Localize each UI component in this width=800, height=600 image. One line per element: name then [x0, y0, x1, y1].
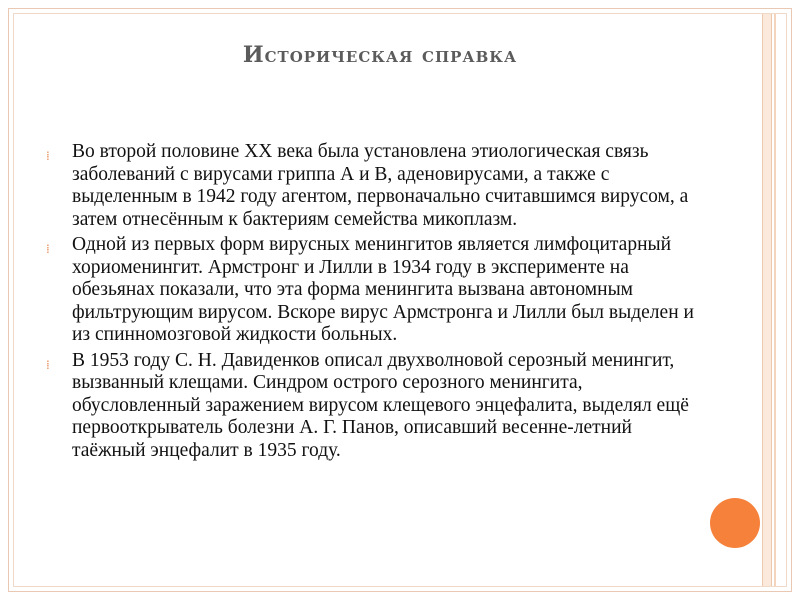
bullet-list [46, 141, 706, 465]
slide-title: Историческая справка [242, 42, 518, 68]
bullet-item-text: Одной из первых форм вирусных менингитов является лимфоцитарный хориоменингит. Армстронг и Лилли в 1934 году в эксперименте на обезьянах показали, что эта форма менингита вызвана автономным фильтрующим вирусом. Вскоре вирус Армстронга и Лилли был выделен и из спинномозговой жидкости больных. [72, 234, 694, 345]
bullet-icon: ⁞ [46, 357, 50, 372]
bullet-item-text: В 1953 году С. Н. Давиденков описал двухволновой серозный менингит, вызванный клещами. Синдром острого серозного менингита, обусловленный заражением вирусом клещевого энцефалита, выделял ещё первооткрыватель болезни А. Г. Панов, описавший весенне-летний таёжный энцефалит в 1935 году. [72, 349, 689, 461]
bullet-item-text: Во второй половине XX века была установлена этиологическая связь заболеваний с вирусами гриппа А и В, аденовирусами, а также с выделенным в 1942 году агентом, первоначально считавшимся вирусом, а затем отнесённым к бактериям семейства микоплазм. [72, 141, 689, 230]
bullet-item-3 [46, 350, 706, 463]
bullet-item-2 [46, 234, 706, 347]
bullet-icon: ⁞ [46, 242, 50, 256]
decorative-orange-circle [710, 498, 760, 548]
bullet-icon: ⁞ [46, 149, 50, 163]
decorative-side-strip [762, 14, 772, 586]
bullet-item-1 [46, 141, 706, 231]
decorative-side-line [774, 14, 776, 586]
